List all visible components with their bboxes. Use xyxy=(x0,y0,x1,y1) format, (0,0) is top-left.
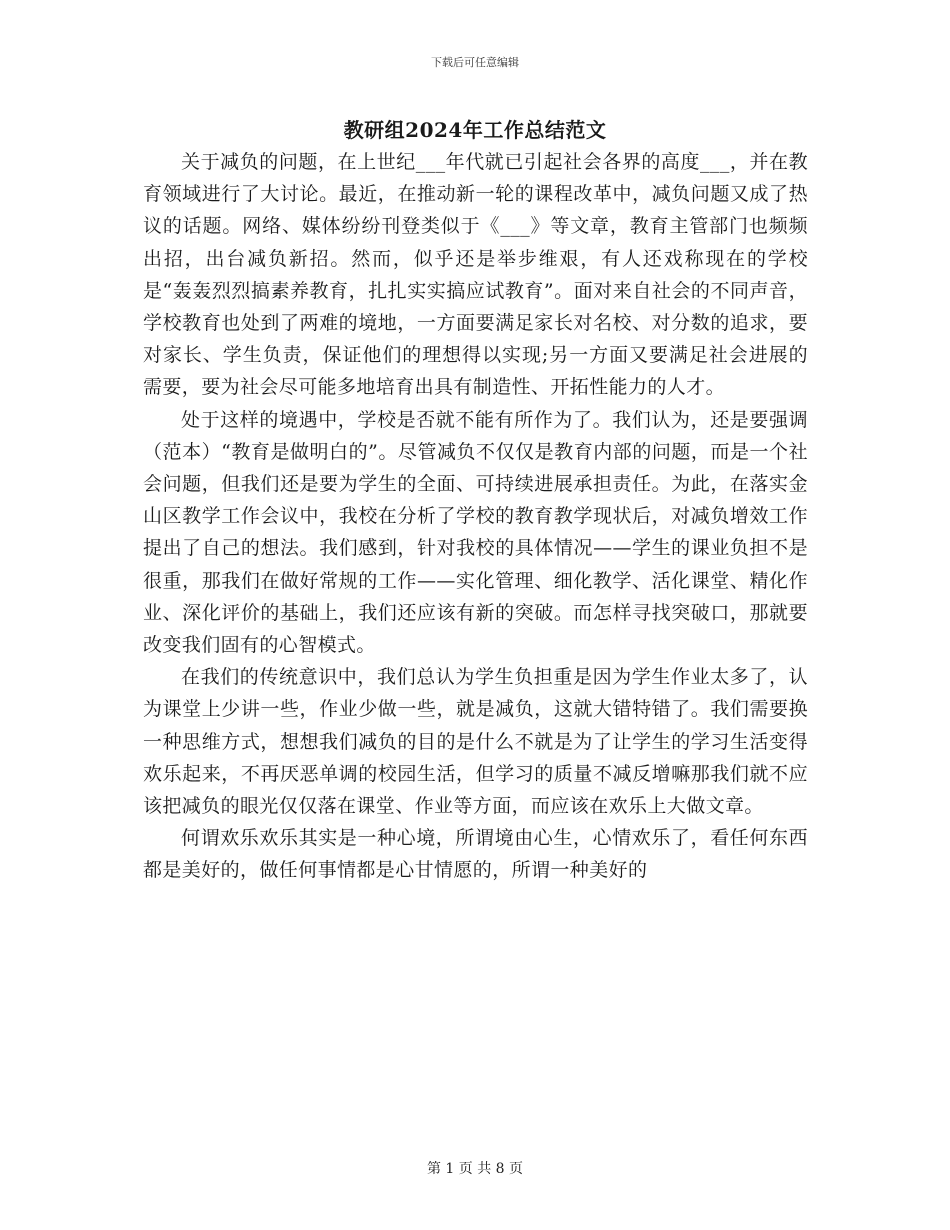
paragraph: 何谓欢乐欢乐其实是一种心境，所谓境由心生，心情欢乐了，看任何东西都是美好的，做任何事情都是心甘情愿的，所谓一种美好的 xyxy=(143,827,808,882)
paragraph: 在我们的传统意识中，我们总认为学生负担重是因为学生作业太多了，认为课堂上少讲一些，作业少做一些，就是减负，这就大错特错了。我们需要换一种思维方式，想想我们减负的目的是什么不就是为了让学生的学习生活变得欢乐起来，不再厌恶单调的校园生活，但学习的质量不减反增嘛那我们就不应该把减负的眼光仅仅落在课堂、作业等方面，而应该在欢乐上大做文章。 xyxy=(143,666,808,818)
document-body xyxy=(143,146,808,887)
paragraph: 处于这样的境遇中，学校是否就不能有所作为了。我们认为，还是要强调（范本）“教育是做明白的”。尽管减负不仅仅是教育内部的问题，而是一个社会问题，但我们还是要为学生的全面、可持续进展承担责任。为此，在落实金山区教学工作会议中，我校在分析了学校的教育教学现状后，对减负增效工作提出了自己的想法。我们感到，针对我校的具体情况——学生的课业负担不是很重，那我们在做好常规的工作——实化管理、细化教学、活化课堂、精化作业、深化评价的基础上，我们还应该有新的突破。而怎样寻找突破口，那就要改变我们固有的心智模式。 xyxy=(143,408,808,657)
page-footer: 第 1 页 共 8 页 xyxy=(426,1161,524,1177)
document-title: 教研组2024年工作总结范文 xyxy=(343,118,607,142)
paragraph: 关于减负的问题，在上世纪___年代就已引起社会各界的高度___，并在教育领域进行了大讨论。最近，在推动新一轮的课程改革中，减负问题又成了热议的话题。网络、媒体纷纷刊登类似于《___》等文章，教育主管部门也频频出招，出台减负新招。然而，似乎还是举步维艰，有人还戏称现在的学校是“轰轰烈烈搞素养教育，扎扎实实搞应试教育”。面对来自社会的不同声音，学校教育也处到了两难的境地，一方面要满足家长对名校、对分数的追求，要对家长、学生负责，保证他们的理想得以实现;另一方面又要满足社会进展的需要，要为社会尽可能多地培育出具有制造性、开拓性能力的人才。 xyxy=(143,151,808,399)
header-note: 下载后可任意编辑 xyxy=(431,56,519,69)
